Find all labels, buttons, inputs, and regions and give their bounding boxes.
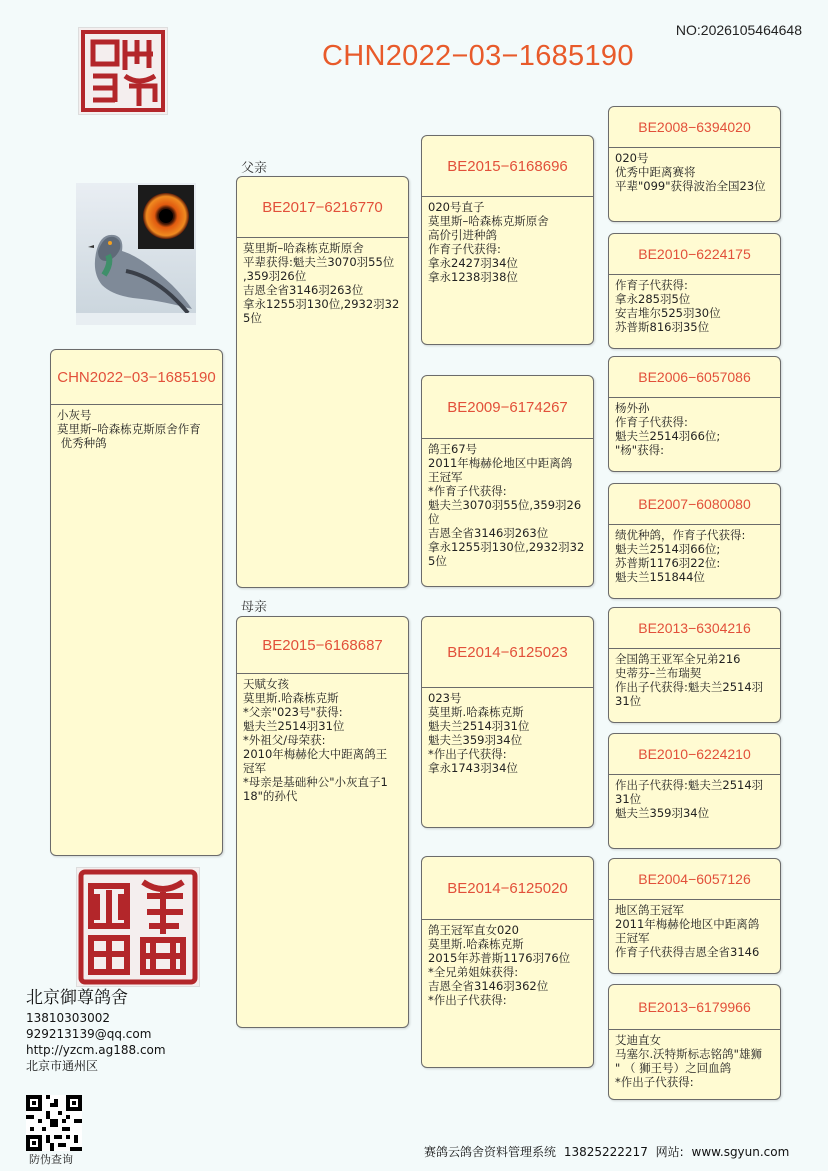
ancestor-notes: 020号 优秀中距离赛将 平辈"099"获得波治全国23位	[615, 151, 766, 193]
ancestor-ring: BE2009−6174267	[422, 376, 593, 439]
ancestor-ring: BE2004−6057126	[609, 859, 780, 900]
father-label: 父亲	[241, 161, 268, 176]
granddam-maternal-card[interactable]	[421, 856, 594, 1068]
contact-phone: 13810303002	[26, 1011, 110, 1025]
ancestor-notes: 艾迪直女 马塞尔.沃特斯标志铭鸽"雄狮 " （ 狮王号）之回血鸽 *作出子代获得:	[615, 1033, 762, 1089]
footer-phone: 13825222217	[563, 1145, 648, 1159]
mother-label: 母亲	[241, 600, 268, 615]
footer	[424, 1143, 789, 1160]
qr-code[interactable]	[26, 1095, 82, 1151]
ancestor-notes: 鸽王67号 2011年梅赫伦地区中距离鸽 王冠军 *作育子代获得: 魁夫兰3070羽55位,359羽26 位 吉恩全省3146羽263位 拿永1255羽130位,2932羽32 5位	[428, 442, 585, 568]
ancestor-notes: 杨外孙 作育子代获得: 魁夫兰2514羽66位; "杨"获得:	[615, 401, 721, 457]
ancestor-notes: 作育子代获得: 拿永285羽5位 安吉堆尔525羽30位 苏普斯816羽35位	[615, 278, 721, 334]
ancestor-ring: BE2015−6168696	[422, 136, 593, 197]
top-seal-stamp	[78, 27, 168, 115]
dam-card[interactable]	[236, 616, 409, 1028]
ancestor-ring: BE2010−6224210	[609, 734, 780, 775]
subject-ring: CHN2022−03−1685190	[51, 350, 222, 405]
ancestor-ring: BE2013−6179966	[609, 985, 780, 1030]
dam-notes: 天赋女孩 莫里斯.哈森栋克斯 *父亲"023号"获得: 魁夫兰2514羽31位 *外祖父/母荣获: 2010年梅赫伦大中距离鸽王 冠军 *母亲是基础种公"小灰直子1 18"的孙代	[243, 677, 388, 803]
ancestor-gen3-card-6[interactable]	[608, 733, 781, 849]
ancestor-notes: 鸽王冠军直女020 莫里斯.哈森栋克斯 2015年苏普斯1176羽76位 *全兄弟姐妹获得: 吉恩全省3146羽362位 *作出子代获得:	[428, 923, 571, 1007]
ancestor-notes: 全国鸽王亚军全兄弟216 史蒂芬–兰布瑞契 作出子代获得:魁夫兰2514羽 31位	[615, 652, 764, 708]
ancestor-gen3-card-3[interactable]	[608, 356, 781, 472]
ancestor-ring: BE2007−6080080	[609, 484, 780, 525]
sire-notes: 莫里斯–哈森栋克斯原舍 平辈获得:魁夫兰3070羽55位 ,359羽26位 吉恩全省3146羽263位 拿永1255羽130位,2932羽32 5位	[243, 241, 400, 325]
ancestor-ring: BE2013−6304216	[609, 608, 780, 649]
ancestor-gen3-card-2[interactable]	[608, 233, 781, 349]
ancestor-notes: 作出子代获得:魁夫兰2514羽 31位 魁夫兰359羽34位	[615, 778, 764, 820]
ancestor-gen3-card-7[interactable]	[608, 858, 781, 974]
ancestor-gen3-card-4[interactable]	[608, 483, 781, 599]
ancestor-gen3-card-5[interactable]	[608, 607, 781, 723]
bottom-seal-stamp	[76, 867, 200, 987]
ancestor-ring: BE2010−6224175	[609, 234, 780, 275]
main-ring-number: CHN2022−03−1685190	[322, 40, 634, 72]
grandsire-paternal-card[interactable]	[421, 135, 594, 345]
ancestor-ring: BE2006−6057086	[609, 357, 780, 398]
contact-address: 北京市通州区	[26, 1059, 99, 1073]
ancestor-notes: 绩优种鸽，作育子代获得: 魁夫兰2514羽66位; 苏普斯1176羽22位: 魁夫兰151844位	[615, 528, 746, 584]
ancestor-notes: 020号直子 莫里斯–哈森栋克斯原舍 高价引进种鸽 作育子代获得: 拿永2427羽34位 拿永1238羽38位	[428, 200, 549, 284]
ancestor-ring: BE2008−6394020	[609, 107, 780, 148]
granddam-paternal-card[interactable]	[421, 375, 594, 587]
footer-site[interactable]: www.sgyun.com	[691, 1145, 790, 1159]
subject-card[interactable]	[50, 349, 223, 856]
footer-site-label: 网站:	[655, 1145, 684, 1159]
contact-block	[26, 986, 166, 1074]
loft-name: 北京御尊鸽舍	[26, 988, 128, 1008]
sire-card[interactable]	[236, 176, 409, 588]
ancestor-gen3-card-8[interactable]	[608, 984, 781, 1100]
sire-ring: BE2017−6216770	[237, 177, 408, 238]
pigeon-photo	[76, 183, 196, 325]
grandsire-maternal-card[interactable]	[421, 616, 594, 828]
qr-label: 防伪查询	[29, 1153, 73, 1166]
contact-url[interactable]: http://yzcm.ag188.com	[26, 1043, 166, 1057]
ancestor-ring: BE2014−6125020	[422, 857, 593, 920]
dam-ring: BE2015−6168687	[237, 617, 408, 674]
document-number: NO:2026105464648	[675, 22, 802, 38]
footer-system: 赛鸽云鸽舍资料管理系统	[424, 1145, 557, 1159]
ancestor-notes: 地区鸽王冠军 2011年梅赫伦地区中距离鸽 王冠军 作育子代获得吉恩全省3146	[615, 903, 760, 959]
ancestor-ring: BE2014−6125023	[422, 617, 593, 688]
contact-email[interactable]: 929213139@qq.com	[26, 1027, 152, 1041]
ancestor-gen3-card-1[interactable]	[608, 106, 781, 222]
ancestor-notes: 023号 莫里斯.哈森栋克斯 魁夫兰2514羽31位 魁夫兰359羽34位 *作出子代获得: 拿永1743羽34位	[428, 691, 530, 775]
subject-notes: 小灰号 莫里斯–哈森栋克斯原舍作育 优秀种鸽	[57, 408, 201, 450]
